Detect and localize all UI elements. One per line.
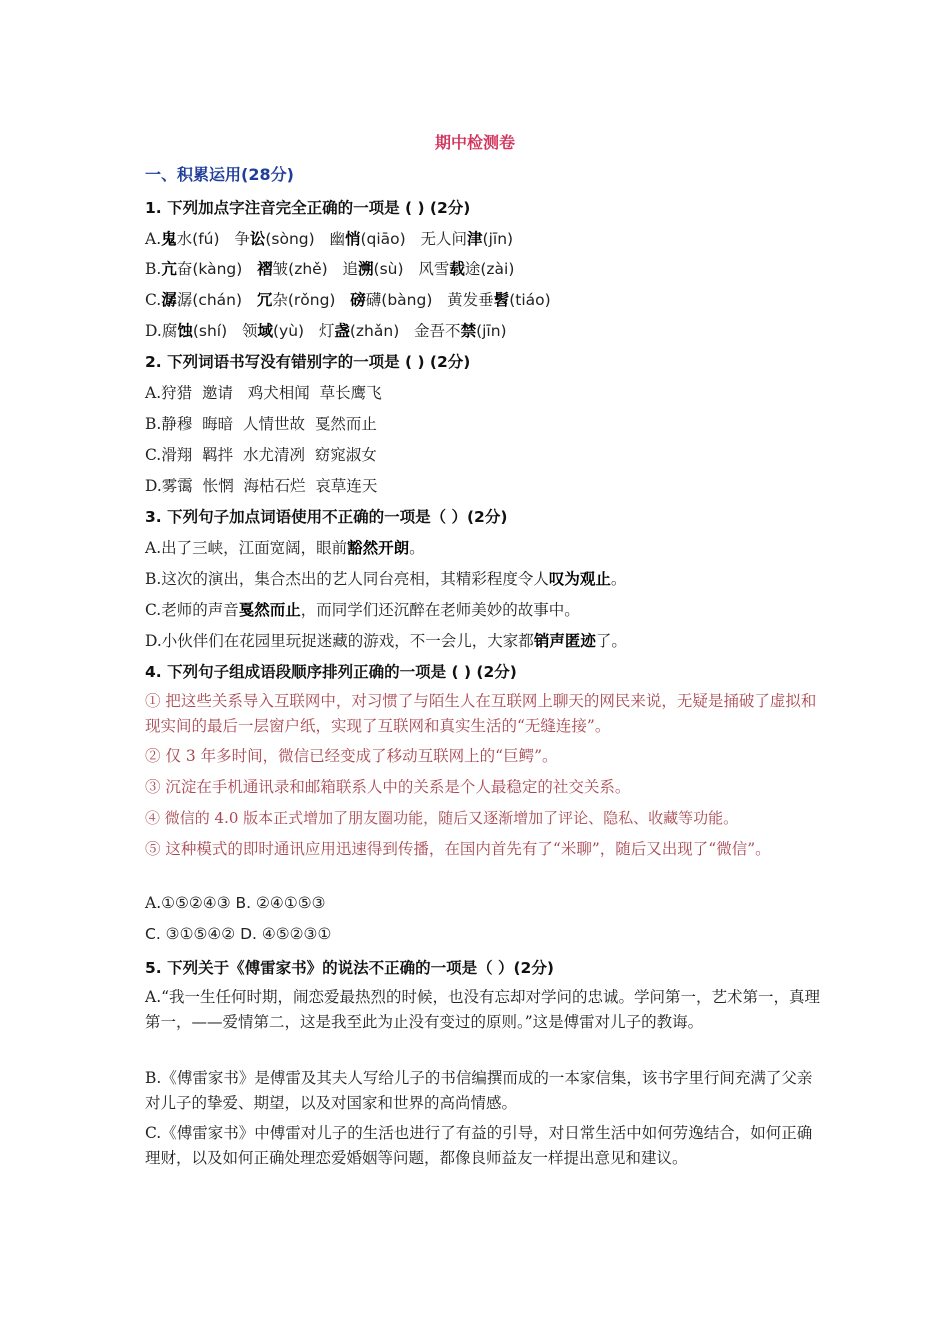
- question-4-sentence-4: ④ 微信的 4.0 版本正式增加了朋友圈功能，随后又逐渐增加了评论、隐私、收藏等功能。: [145, 809, 739, 827]
- question-3-option-c: C.老师的声音戛然而止，而同学们还沉醉在老师美妙的故事中。: [145, 601, 580, 619]
- question-4-sentence-1: ① 把这些关系导入互联网中，对习惯了与陌生人在互联网上聊天的网民来说，无疑是捅破了虚拟和现实间的最后一层窗户纸，实现了互联网和真实生活的“无缝连接”。: [145, 692, 817, 735]
- question-3-option-b: B.这次的演出，集合杰出的艺人同台亮相，其精彩程度令人叹为观止。: [145, 570, 627, 588]
- question-5-stem: 5. 下列关于《傅雷家书》的说法不正确的一项是（ ）(2分): [145, 959, 554, 977]
- page-title: 期中检测卷: [434, 133, 515, 152]
- question-2-option-b: B.静穆 晦暗 人情世故 戛然而止: [145, 415, 377, 433]
- question-1-option-b: B.亢奋(kàng) 褶皱(zhě) 追溯(sù) 风雪载途(zài): [145, 260, 515, 278]
- question-2-option-c: C.滑翔 羁拌 水尤清冽 窈窕淑女: [145, 446, 377, 464]
- question-1-stem: 1. 下列加点字注音完全正确的一项是 ( ) (2分): [145, 199, 471, 217]
- question-2-option-d: D.雾霭 怅惘 海枯石烂 哀草连天: [145, 477, 378, 495]
- question-4-options-ab: A.①⑤②④③ B. ②④①⑤③: [145, 894, 326, 912]
- question-2-option-a: A.狩猎 邀请 鸡犬相闻 草长鹰飞: [145, 384, 382, 402]
- question-4-sentence-5: ⑤ 这种模式的即时通讯应用迅速得到传播，在国内首先有了“米聊”，随后又出现了“微信”。: [145, 840, 771, 858]
- question-1-option-d: D.腐蚀(shí) 领域(yù) 灯盏(zhǎn) 金吾不禁(jīn): [145, 322, 507, 340]
- question-4-sentence-3: ③ 沉淀在手机通讯录和邮箱联系人中的关系是个人最稳定的社交关系。: [145, 778, 631, 796]
- question-3-stem: 3. 下列句子加点词语使用不正确的一项是（ ）(2分): [145, 508, 508, 526]
- question-3-option-a: A.出了三峡，江面宽阔，眼前豁然开朗。: [145, 539, 425, 557]
- question-5-option-b: B.《傅雷家书》是傅雷及其夫人写给儿子的书信编撰而成的一本家信集，该书字里行间充满了父亲对儿子的挚爱、期望，以及对国家和世界的高尚情感。: [145, 1069, 813, 1112]
- question-5-option-c: C.《傅雷家书》中傅雷对儿子的生活也进行了有益的引导，对日常生活中如何劳逸结合，如何正确理财，以及如何正确处理恋爱婚姻等问题，都像良师益友一样提出意见和建议。: [145, 1124, 813, 1167]
- question-4-options-cd: C. ③①⑤④② D. ④⑤②③①: [145, 925, 332, 943]
- question-2-stem: 2. 下列词语书写没有错别字的一项是 ( ) (2分): [145, 353, 471, 371]
- question-5-option-a: A.“我一生任何时期，闹恋爱最热烈的时候，也没有忘却对学问的忠诚。学问第一，艺术第一，真理第一，——爱情第二，这是我至此为止没有变过的原则。”这是傅雷对儿子的教诲。: [145, 988, 821, 1031]
- question-1-option-c: C.潺潺(chán) 冗杂(rǒng) 磅礴(bàng) 黄发垂髫(tiáo): [145, 291, 551, 309]
- question-1-option-a: A.鬼水(fú) 争讼(sòng) 幽悄(qiāo) 无人问津(jīn): [145, 230, 514, 248]
- question-4-stem: 4. 下列句子组成语段顺序排列正确的一项是 ( ) (2分): [145, 663, 517, 681]
- question-4-sentence-2: ② 仅 3 年多时间，微信已经变成了移动互联网上的“巨鳄”。: [145, 747, 558, 765]
- section-heading: 一、积累运用(28分): [145, 165, 294, 184]
- question-3-option-d: D.小伙伴们在花园里玩捉迷藏的游戏，不一会儿，大家都销声匿迹了。: [145, 632, 627, 650]
